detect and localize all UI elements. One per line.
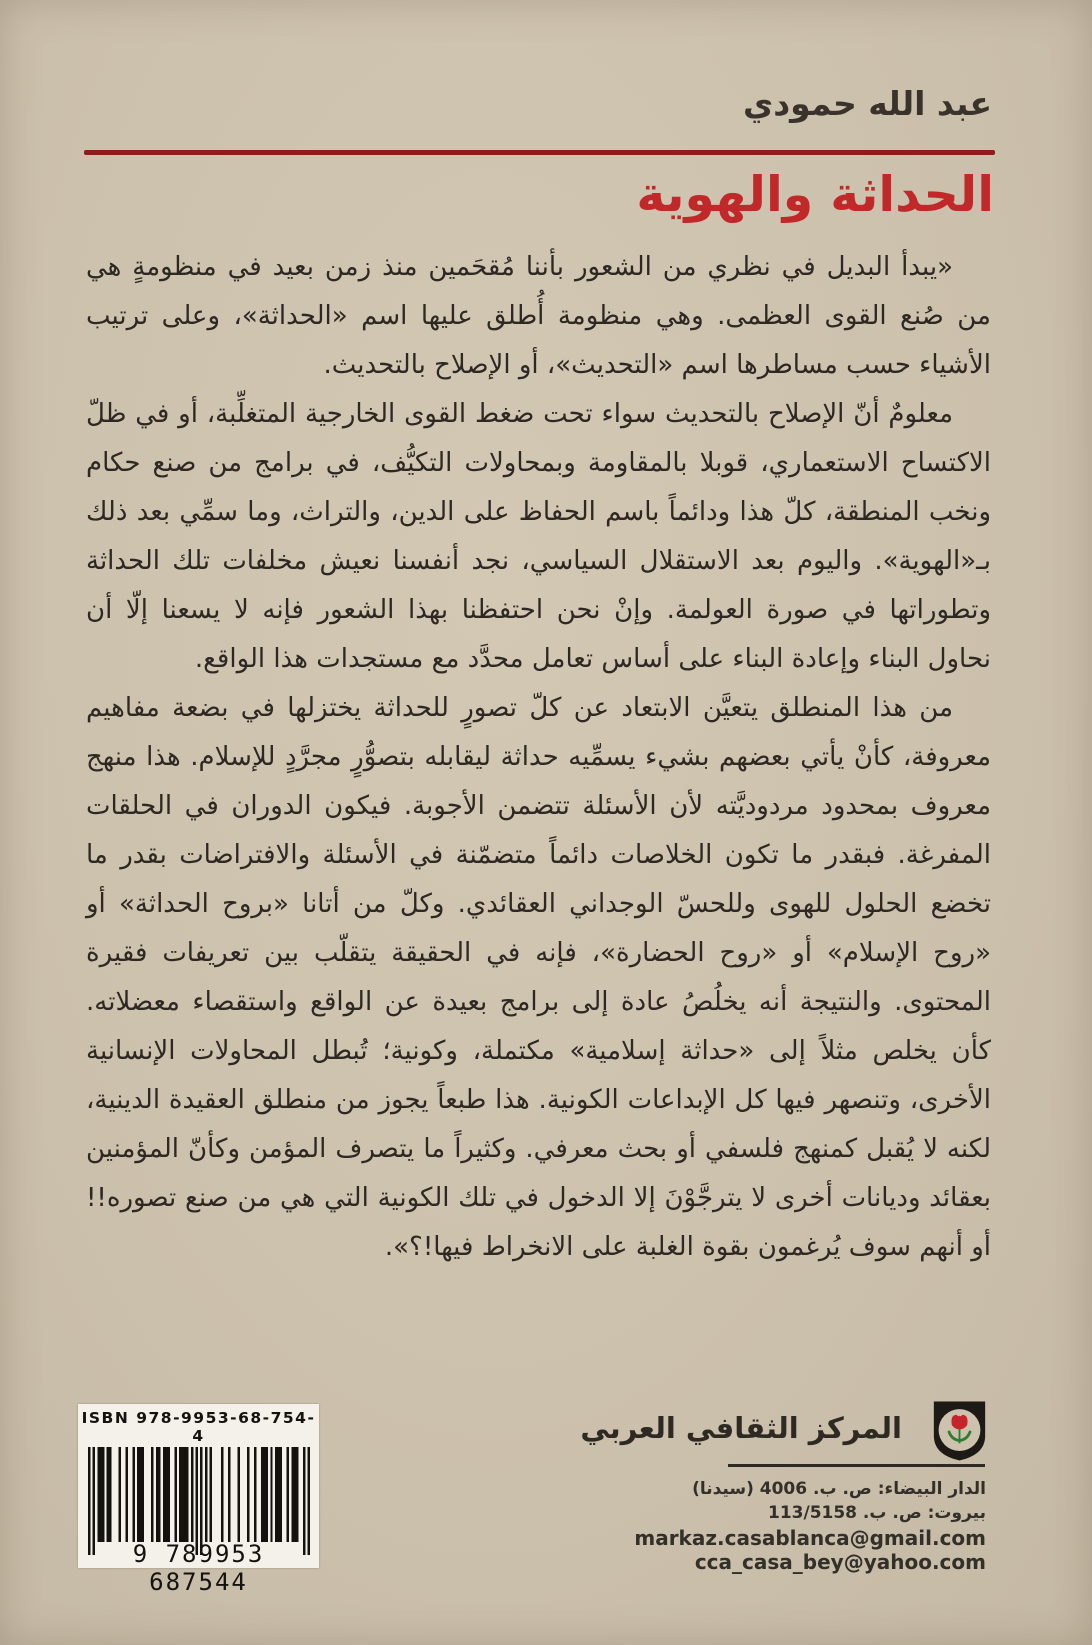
isbn-barcode-box [78,1404,319,1596]
publisher-divider [728,1464,985,1467]
title-rule [84,150,995,155]
publisher-logo shield-tulip-icon [931,1399,988,1463]
excerpt-paragraph: «يبدأ البديل في نظري من الشعور بأننا مُقحَمين منذ زمن بعيد في منظومةٍ هي من صُنع القوى العظمى. وهي منظومة أُطلق عليها اسم «الحداثة»، وعلى ترتيب الأشياء حسب مساطرها اسم «التحديث»، أو الإصلاح بالتحديث. [86,252,991,380]
isbn-label: ISBN 978-9953-68-754-4 [81,1409,316,1445]
author-name: عبد الله حمودي [742,84,992,123]
publisher-name: المركز الثقافي العربي [580,1411,902,1445]
excerpt-paragraph: معلومٌ أنّ الإصلاح بالتحديث سواء تحت ضغط القوى الخارجية المتغلِّبة، أو في ظلّ الاكتساح الاستعماري، قوبلا بالمقاومة وبمحاولات التكيُّف، في برامج من صنع حكام ونخب المنطقة، كلّ هذا ودائماً باسم الحفاظ على الدين، والتراث، وما سمِّي بعد ذلك بـ«الهوية». واليوم بعد الاستقلال السياسي، نجد أنفسنا نعيش مخلفات تلك الحداثة وتطوراتها في صورة العولمة. وإنْ نحن احتفظنا بهذا الشعور فإنه لا يسعنا إلّا أن نحاول البناء وإعادة البناء على أساس تعامل محدَّد مع مستجدات هذا الواقع. [86,399,991,674]
publisher-address-beirut: بيروت: ص. ب. 113/5158 [768,1503,986,1523]
barcode-digits: 9 789953 687544 [132,1540,265,1596]
publisher-email-yahoo: cca_casa_bey@yahoo.com [694,1550,986,1574]
barcode-bars-icon [88,1447,310,1555]
excerpt-paragraph: من هذا المنطلق يتعيَّن الابتعاد عن كلّ تصورٍ للحداثة يختزلها في بضعة مفاهيم معروفة، كأنْ يأتي بعضهم بشيء يسمِّيه حداثة ليقابله بتصوُّرٍ مجرَّدٍ للإسلام. هذا منهج معروف بمحدود مردوديَّته لأن الأسئلة تتضمن الأجوبة. فيكون الدوران في الحلقات المفرغة. فبقدر ما تكون الخلاصات دائماً متضمّنة في الأسئلة والافتراضات بقدر ما تخضع الحلول للهوى وللحسّ الوجداني العقائدي. وكلّ من أتانا «بروح الحداثة» أو «روح الإسلام» أو «روح الحضارة»، فإنه في الحقيقة يتقلّب بين تعريفات فقيرة المحتوى. والنتيجة أنه يخلُصُ عادة إلى برامج بعيدة عن الواقع واستقصاء معضلاته. كأن يخلص مثلاً إلى «حداثة إسلامية» مكتملة، وكونية؛ تُبطل المحاولات الإنسانية الأخرى، وتنصهر فيها كل الإبداعات الكونية. هذا طبعاً يجوز من منطلق العقيدة الدينية، لكنه لا يُقبل كمنهج فلسفي أو بحث معرفي. وكثيراً ما يتصرف المؤمن وكأنّ المؤمنين بعقائد وديانات أخرى لا يترجَّوْنَ إلا الدخول في تلك الكونية التي هي من صنع تصوره!! أو أنهم سوف يُرغمون بقوة الغلبة على الانخراط فيها!؟». [86,693,991,1262]
book-title: الحداثة والهوية [636,166,994,223]
publisher-email-gmail: markaz.casablanca@gmail.com [634,1526,986,1550]
excerpt-text [86,243,991,1272]
publisher-address-casablanca: الدار البيضاء: ص. ب. 4006 (سيدنا) [692,1479,986,1499]
